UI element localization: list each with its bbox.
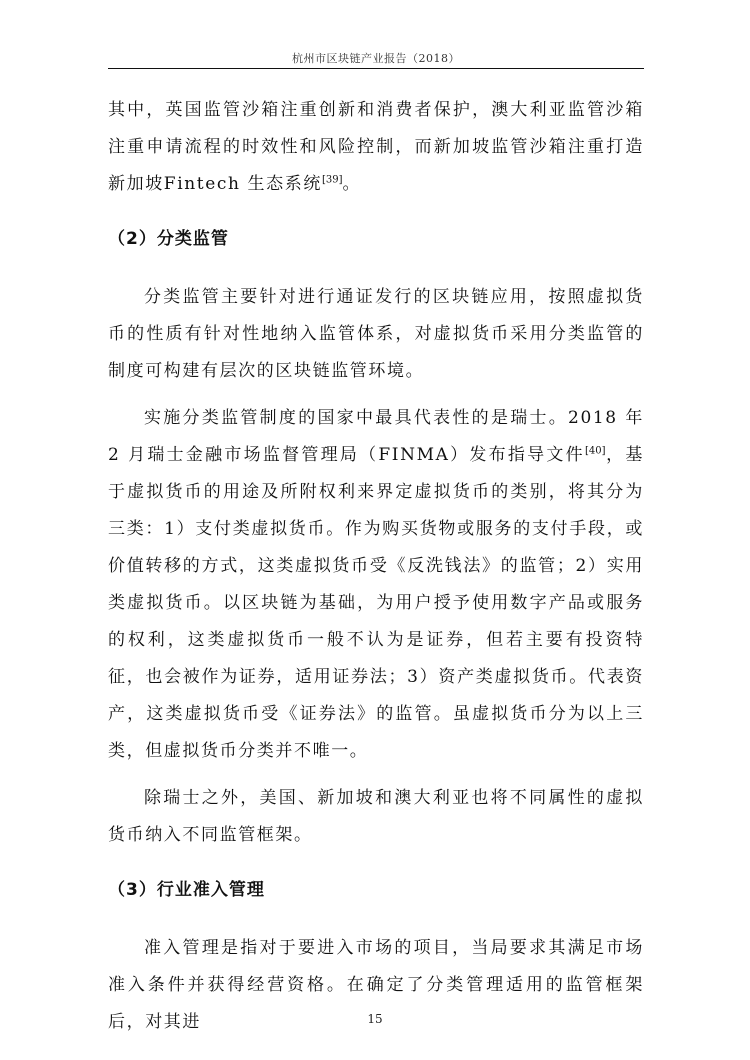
- paragraph-text: 实施分类监管制度的国家中最具代表性的是瑞士。2018 年 2 月瑞士金融市场监督管理局（FINMA）发布指导文件: [108, 408, 644, 465]
- paragraph-text: 其中，英国监管沙箱注重创新和消费者保护，澳大利亚监管沙箱注重申请流程的时效性和风险控制，而新加坡监管沙箱注重打造新加坡Fintech 生态系统: [108, 100, 644, 194]
- paragraph-classified-supervision: 分类监管主要针对进行通证发行的区块链应用，按照虚拟货币的性质有针对性地纳入监管体系，对虚拟货币采用分类监管的制度可构建有层次的区块链监管环境。: [108, 287, 644, 381]
- paragraph-gap: [108, 390, 644, 400]
- body-content: [108, 92, 644, 1041]
- citation-ref-40: [40]: [584, 445, 606, 457]
- paragraph-market-access: 准入管理是指对于要进入市场的项目，当局要求其满足市场准入条件并获得经营资格。在确定了分类管理适用的监管框架后，对其进: [108, 938, 644, 1032]
- section-heading-market-access: （3）行业准入管理: [108, 880, 265, 900]
- paragraph-text-tail: 。: [342, 174, 362, 194]
- running-header: 杭州市区块链产业报告（2018）: [292, 52, 460, 65]
- paragraph-switzerland-finma: [108, 400, 644, 770]
- paragraph-gap: [108, 770, 644, 780]
- paragraph-other-countries: 除瑞士之外，美国、新加坡和澳大利亚也将不同属性的虚拟货币纳入不同监管框架。: [108, 788, 644, 845]
- paragraph-sandbox-comparison: [108, 92, 644, 203]
- citation-ref-39: [39]: [321, 174, 343, 186]
- paragraph-text-tail: ，基于虚拟货币的用途及所附权利来界定虚拟货币的类别，将其分为三类：1）支付类虚拟货币。作为购买货物或服务的支付手段，或价值转移的方式，这类虚拟货币受《反洗钱法》的监管；2）实用类虚拟货币。以区块链为基础，为用户授予使用数字产品或服务的权利，这类虚拟货币一般不认为是证券，但若主要有投资特征，也会被作为证券，适用证券法；3）资产类虚拟货币。代表资产，这类虚拟货币受《证券法》的监管。虽虚拟货币分为以上三类，但虚拟货币分类并不唯一。: [108, 445, 644, 761]
- page-number: 15: [367, 1012, 383, 1026]
- header-rule: [108, 68, 644, 69]
- section-heading-classified-supervision: （2）分类监管: [108, 229, 229, 249]
